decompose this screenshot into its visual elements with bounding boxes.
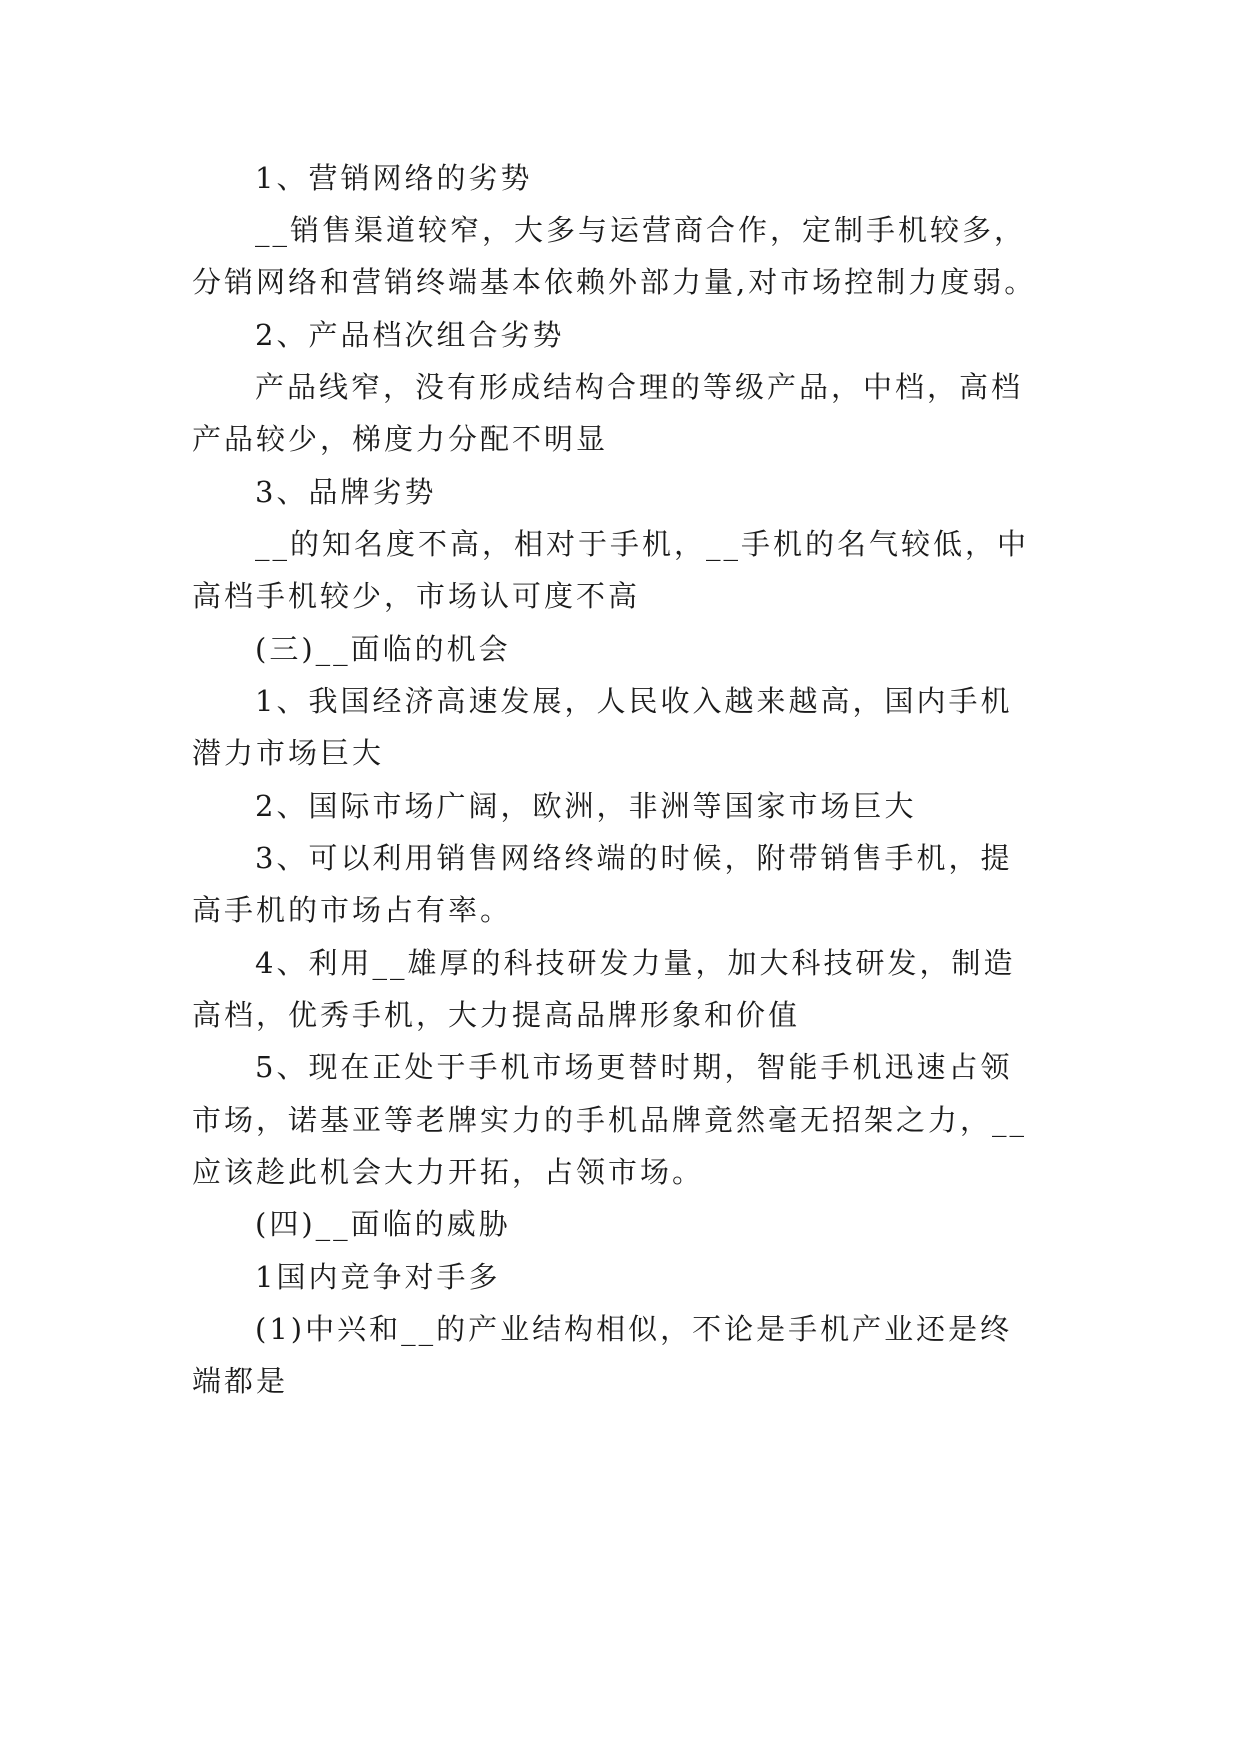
heading-product-mix-weakness: 2、产品档次组合劣势 [255,318,565,352]
paragraph-line: 市场，诺基亚等老牌实力的手机品牌竟然毫无招架之力，__ [192,1103,1028,1137]
paragraph-line: 5、现在正处于手机市场更替时期，智能手机迅速占领 [255,1050,1013,1084]
paragraph-line: 应该趁此机会大力开拓，占领市场。 [192,1155,705,1189]
heading-marketing-network-weakness: 1、营销网络的劣势 [255,161,533,195]
paragraph-line: 高档手机较少，市场认可度不高 [192,579,641,613]
paragraph-line: 4、利用__雄厚的科技研发力量，加大科技研发，制造 [255,946,1016,980]
paragraph-line: 1、我国经济高速发展，人民收入越来越高，国内手机 [255,684,1013,718]
paragraph-line: 分销网络和营销终端基本依赖外部力量,对市场控制力度弱。 [192,265,1037,299]
paragraph-line: 潜力市场巨大 [192,736,385,770]
paragraph-line: __销售渠道较窄，大多与运营商合作，定制手机较多， [255,213,1027,247]
paragraph-line: 高手机的市场占有率。 [192,893,513,927]
section-heading-opportunities: (三)__面临的机会 [255,632,511,666]
heading-brand-weakness: 3、品牌劣势 [255,475,437,509]
paragraph-line: 高档，优秀手机，大力提高品牌形象和价值 [192,998,801,1032]
section-heading-threats: (四)__面临的威胁 [255,1207,511,1241]
paragraph-line: 端都是 [192,1364,289,1398]
paragraph-line: 3、可以利用销售网络终端的时候，附带销售手机，提 [255,841,1013,875]
paragraph-line: __的知名度不高，相对于手机，__手机的名气较低，中 [255,527,1030,561]
paragraph-line: 产品较少，梯度力分配不明显 [192,422,609,456]
paragraph-line: 2、国际市场广阔，欧洲，非洲等国家市场巨大 [255,789,917,823]
paragraph-line: 产品线窄，没有形成结构合理的等级产品，中档，高档 [255,370,1024,404]
heading-domestic-competitors: 1国内竞争对手多 [255,1260,501,1294]
paragraph-line: (1)中兴和__的产业结构相似，不论是手机产业还是终 [255,1312,1013,1346]
